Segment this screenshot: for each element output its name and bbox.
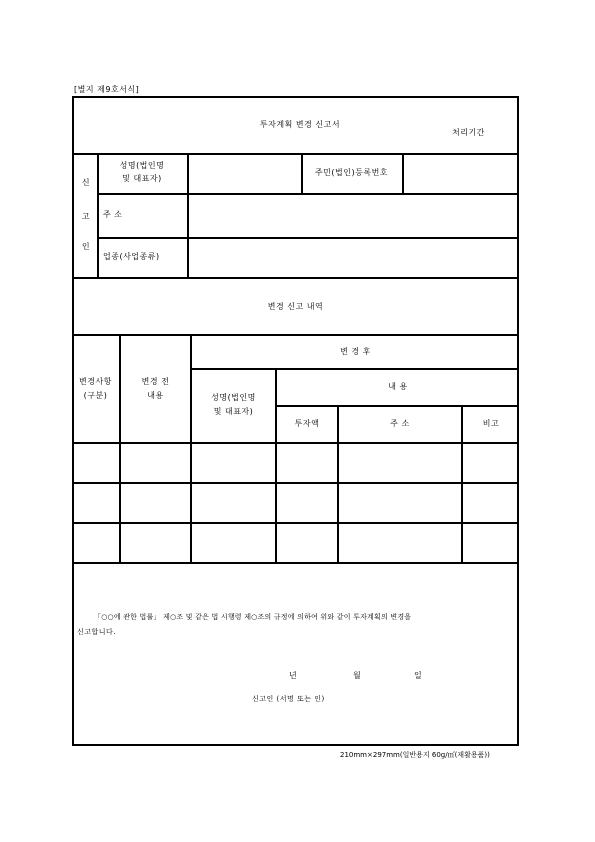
signer-line: 신고인 (서명 또는 인) [252,695,325,703]
reg-no-field[interactable] [404,155,517,191]
col-before-line2: 내용 [147,391,164,400]
applicant-label-c: 인 [81,242,91,251]
sub-col-address: 주 소 [390,419,410,428]
rule-applicant-label-col [97,153,99,277]
business-field[interactable] [189,239,517,275]
applicant-label-a: 신 [81,178,91,187]
sub-col-name-line1: 성명(법인명 [211,393,256,402]
processing-period: 처리기간 [452,128,485,137]
date-year: 년 [289,671,298,680]
rule-applicant-bottom [72,277,519,279]
col-change-item-line1: 변경사항 [79,377,112,386]
sub-group-content-header: 내 용 [388,382,408,391]
table-row[interactable] [74,524,517,560]
statement-line1: 「○○에 관한 법률」 제○조 및 같은 법 시행령 제○조의 규정에 의하여 위와 같이 투자계획의 변경을 [94,613,412,621]
table-row[interactable] [74,484,517,520]
form-id: [별지 제9호서식] [74,85,140,94]
paper-size-footer: 210mm×297mm(일반용지 60g/㎡(재활용품)) [340,751,490,759]
section-title: 변경 신고 내역 [267,302,324,311]
date-day: 일 [414,671,423,680]
name-field[interactable] [189,155,299,191]
statement-line2: 신고합니다. [77,628,117,636]
date-month: 월 [353,671,362,680]
form-title: 투자계획 변경 신고서 [259,120,341,129]
name-label-line2: 및 대표자) [122,174,162,183]
address-field[interactable] [189,195,517,235]
table-row[interactable] [74,444,517,480]
sub-col-name-line2: 및 대표자) [213,407,254,416]
reg-no-label: 주민(법인)등록번호 [314,168,389,177]
rule-subgroup-header [275,405,519,407]
rule-section-bottom [72,334,519,336]
applicant-label-b: 고 [81,212,91,221]
group-after-header: 변 경 후 [340,347,371,356]
sub-col-investment: 투자액 [294,419,320,428]
col-change-item-line2: (구분) [83,391,108,400]
address-label: 주 소 [103,210,123,219]
rule-table-bottom [72,562,519,564]
sub-col-remarks: 비고 [482,419,500,428]
business-label: 업종(사업종류) [103,252,160,261]
name-label-line1: 성명(법인명 [119,161,165,170]
rule-group-header [190,368,519,370]
col-before-line1: 변경 전 [141,377,170,386]
